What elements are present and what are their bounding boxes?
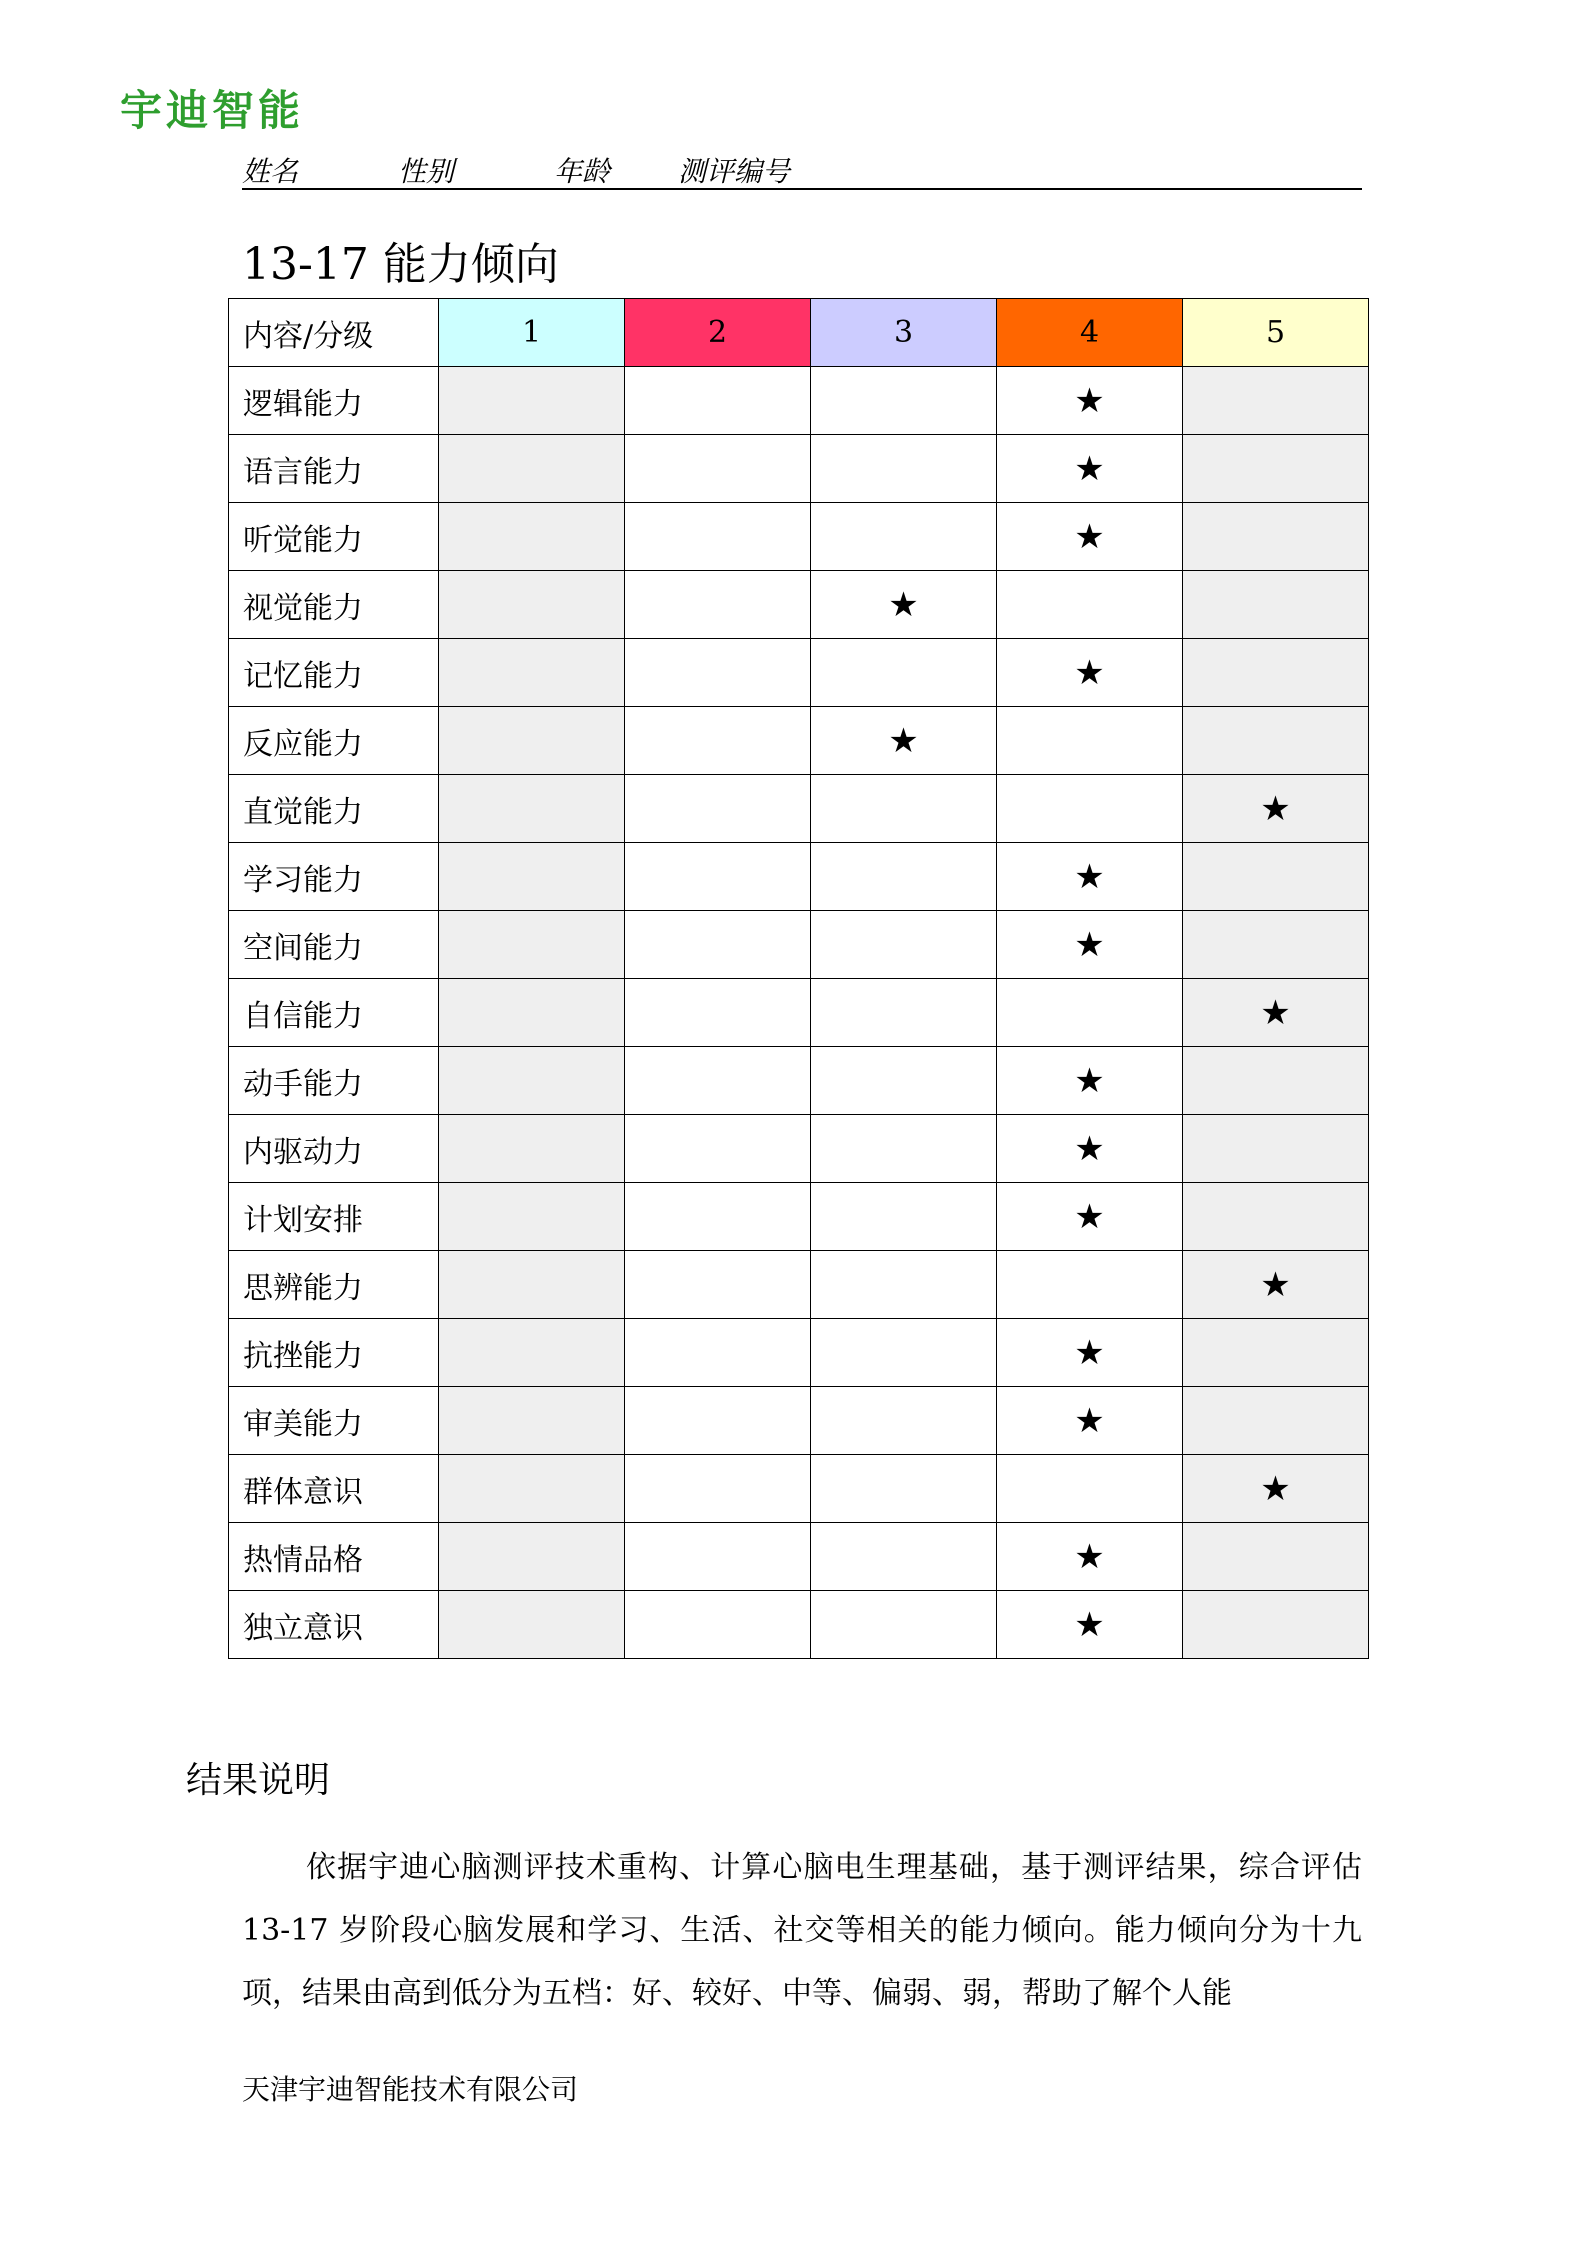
ability-name: 内驱动力: [229, 1115, 439, 1183]
level-cell: [439, 1047, 625, 1115]
level-cell: [997, 911, 1183, 979]
level-cell: [625, 1183, 811, 1251]
level-cell: [439, 1319, 625, 1387]
level-cell: [997, 639, 1183, 707]
level-cell: [811, 843, 997, 911]
level-cell: [439, 1455, 625, 1523]
level-cell: [1183, 707, 1369, 775]
table-row: [229, 707, 1369, 775]
table-row: [229, 1523, 1369, 1591]
table-row: [229, 775, 1369, 843]
level-cell: [625, 843, 811, 911]
star-icon: ★: [1260, 1264, 1291, 1305]
result-description: 依据宇迪心脑测评技术重构、计算心脑电生理基础，基于测评结果，综合评估 13-17 岁阶段心脑发展和学习、生活、社交等相关的能力倾向。能力倾向分为十九项，结果由高到低分为五档：好、较好、中等、偏弱、弱，帮助了解个人能: [242, 1850, 1362, 2011]
level-cell: [811, 1183, 997, 1251]
star-icon: ★: [1074, 1332, 1105, 1373]
level-cell: [1183, 1387, 1369, 1455]
level-cell: [1183, 979, 1369, 1047]
star-icon: ★: [1074, 1196, 1105, 1237]
level-cell: [1183, 435, 1369, 503]
table-row: [229, 911, 1369, 979]
level-cell: [811, 911, 997, 979]
level-cell: [439, 843, 625, 911]
table-header-row: [229, 299, 1369, 367]
level-header: 4: [997, 299, 1183, 367]
level-cell: [439, 1251, 625, 1319]
star-icon: ★: [888, 720, 919, 761]
level-cell: [1183, 367, 1369, 435]
level-cell: [625, 775, 811, 843]
level-cell: [997, 843, 1183, 911]
level-cell: [811, 1387, 997, 1455]
level-cell: [625, 1455, 811, 1523]
gender-field-label: 性别: [398, 155, 455, 188]
level-cell: [997, 1251, 1183, 1319]
level-cell: [439, 775, 625, 843]
level-cell: [439, 639, 625, 707]
table-row: [229, 503, 1369, 571]
level-cell: [625, 435, 811, 503]
level-cell: [811, 1523, 997, 1591]
star-icon: ★: [1074, 380, 1105, 421]
level-cell: [625, 1047, 811, 1115]
level-cell: [625, 1591, 811, 1659]
level-cell: [625, 367, 811, 435]
star-icon: ★: [1074, 1604, 1105, 1645]
level-header: 3: [811, 299, 997, 367]
level-cell: [1183, 843, 1369, 911]
level-cell: [1183, 1251, 1369, 1319]
level-cell: [625, 1387, 811, 1455]
level-cell: [811, 1319, 997, 1387]
ability-name: 热情品格: [229, 1523, 439, 1591]
level-cell: [439, 1183, 625, 1251]
level-cell: [625, 1523, 811, 1591]
table-row: [229, 1115, 1369, 1183]
level-cell: [1183, 1591, 1369, 1659]
level-cell: [997, 1115, 1183, 1183]
level-cell: [811, 979, 997, 1047]
level-cell: [439, 1523, 625, 1591]
level-cell: [997, 707, 1183, 775]
level-cell: [1183, 1183, 1369, 1251]
level-cell: [811, 503, 997, 571]
level-cell: [439, 911, 625, 979]
level-cell: [625, 1115, 811, 1183]
info-fields-line: [242, 150, 1362, 190]
star-icon: ★: [1260, 1468, 1291, 1509]
star-icon: ★: [1074, 1128, 1105, 1169]
ability-name: 空间能力: [229, 911, 439, 979]
level-cell: [811, 639, 997, 707]
table-row: [229, 1183, 1369, 1251]
ability-table: [228, 298, 1369, 1659]
level-cell: [439, 571, 625, 639]
level-cell: [625, 1251, 811, 1319]
level-cell: [1183, 1455, 1369, 1523]
level-cell: [1183, 1047, 1369, 1115]
ability-name: 自信能力: [229, 979, 439, 1047]
level-cell: [1183, 639, 1369, 707]
level-cell: [811, 1591, 997, 1659]
level-cell: [997, 979, 1183, 1047]
ability-name: 听觉能力: [229, 503, 439, 571]
level-cell: [625, 503, 811, 571]
level-cell: [625, 911, 811, 979]
level-cell: [997, 1047, 1183, 1115]
ability-name: 思辨能力: [229, 1251, 439, 1319]
ability-name: 群体意识: [229, 1455, 439, 1523]
level-header: 1: [439, 299, 625, 367]
header-content-level-label: 内容/分级: [229, 299, 439, 367]
star-icon: ★: [1074, 924, 1105, 965]
level-cell: [811, 435, 997, 503]
ability-name: 视觉能力: [229, 571, 439, 639]
table-row: [229, 1251, 1369, 1319]
ability-name: 语言能力: [229, 435, 439, 503]
level-cell: [997, 1319, 1183, 1387]
ability-name: 抗挫能力: [229, 1319, 439, 1387]
table-row: [229, 639, 1369, 707]
level-cell: [997, 367, 1183, 435]
level-header: 5: [1183, 299, 1369, 367]
level-cell: [1183, 503, 1369, 571]
level-cell: [439, 1115, 625, 1183]
level-cell: [1183, 1523, 1369, 1591]
level-cell: [811, 1455, 997, 1523]
ability-name: 记忆能力: [229, 639, 439, 707]
level-cell: [1183, 775, 1369, 843]
level-cell: [1183, 1115, 1369, 1183]
level-cell: [811, 1115, 997, 1183]
level-cell: [1183, 571, 1369, 639]
table-row: [229, 1387, 1369, 1455]
level-cell: [811, 571, 997, 639]
level-cell: [997, 1591, 1183, 1659]
level-cell: [625, 707, 811, 775]
ability-name: 逻辑能力: [229, 367, 439, 435]
level-cell: [997, 503, 1183, 571]
level-header: 2: [625, 299, 811, 367]
level-cell: [439, 503, 625, 571]
page-title: 13-17 能力倾向: [242, 239, 559, 290]
company-logo: 宇迪智能: [120, 86, 305, 135]
result-section-heading: 结果说明: [186, 1760, 331, 1801]
level-cell: [439, 1387, 625, 1455]
age-field-label: 年龄: [554, 155, 611, 188]
level-cell: [1183, 911, 1369, 979]
level-cell: [625, 979, 811, 1047]
star-icon: ★: [1074, 1060, 1105, 1101]
level-cell: [811, 1251, 997, 1319]
star-icon: ★: [1074, 1536, 1105, 1577]
star-icon: ★: [1074, 516, 1105, 557]
ability-name: 独立意识: [229, 1591, 439, 1659]
ability-name: 动手能力: [229, 1047, 439, 1115]
level-cell: [997, 571, 1183, 639]
star-icon: ★: [1074, 1400, 1105, 1441]
level-cell: [439, 1591, 625, 1659]
table-row: [229, 843, 1369, 911]
level-cell: [625, 639, 811, 707]
star-icon: ★: [1074, 448, 1105, 489]
footer-company-name: 天津宇迪智能技术有限公司: [242, 2073, 579, 2106]
star-icon: ★: [1260, 992, 1291, 1033]
level-cell: [811, 367, 997, 435]
table-row: [229, 367, 1369, 435]
level-cell: [625, 571, 811, 639]
table-row: [229, 1591, 1369, 1659]
table-row: [229, 435, 1369, 503]
assessment-id-field-label: 测评编号: [678, 155, 791, 188]
table-row: [229, 1455, 1369, 1523]
table-row: [229, 571, 1369, 639]
star-icon: ★: [888, 584, 919, 625]
ability-name: 反应能力: [229, 707, 439, 775]
level-cell: [811, 775, 997, 843]
table-row: [229, 1319, 1369, 1387]
star-icon: ★: [1260, 788, 1291, 829]
level-cell: [997, 1387, 1183, 1455]
ability-name: 学习能力: [229, 843, 439, 911]
level-cell: [811, 707, 997, 775]
star-icon: ★: [1074, 652, 1105, 693]
level-cell: [439, 367, 625, 435]
ability-name: 直觉能力: [229, 775, 439, 843]
level-cell: [997, 775, 1183, 843]
level-cell: [439, 707, 625, 775]
star-icon: ★: [1074, 856, 1105, 897]
level-cell: [997, 1455, 1183, 1523]
level-cell: [997, 1183, 1183, 1251]
level-cell: [1183, 1319, 1369, 1387]
level-cell: [625, 1319, 811, 1387]
table-row: [229, 979, 1369, 1047]
ability-name: 审美能力: [229, 1387, 439, 1455]
level-cell: [439, 435, 625, 503]
ability-name: 计划安排: [229, 1183, 439, 1251]
table-row: [229, 1047, 1369, 1115]
level-cell: [439, 979, 625, 1047]
level-cell: [811, 1047, 997, 1115]
level-cell: [997, 1523, 1183, 1591]
name-field-label: 姓名: [242, 155, 299, 188]
level-cell: [997, 435, 1183, 503]
